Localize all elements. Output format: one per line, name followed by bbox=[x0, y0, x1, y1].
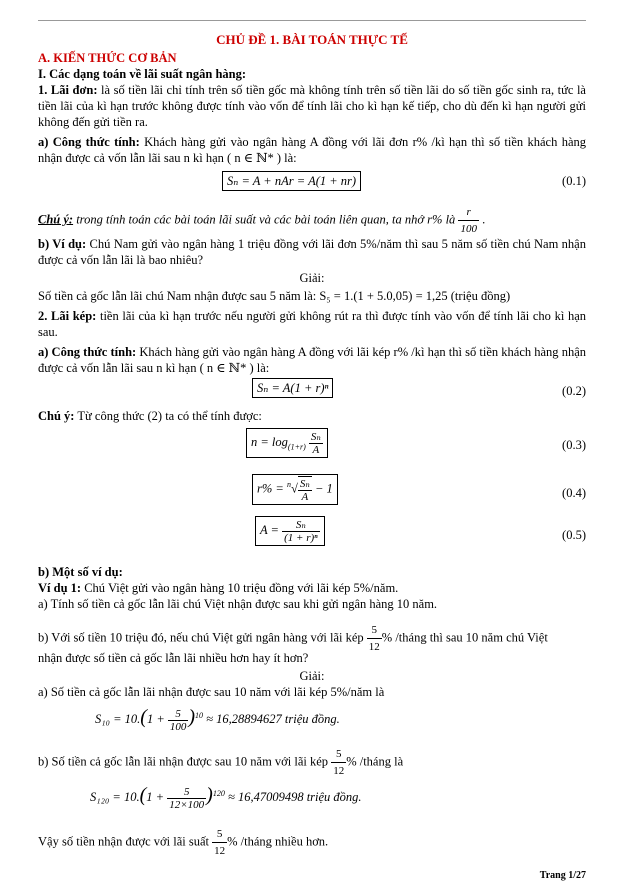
simple-formula-paragraph bbox=[38, 134, 586, 166]
solution-b-formula: S₁₂₀ = 10.(1 + $\frac{5}{12\times 100}$ )$^{120}$ ≈ 16,47009498 triệu đồng. bbox=[90, 784, 362, 811]
solution-label: Giải: bbox=[299, 271, 325, 285]
page-number: Trang 1/27 bbox=[539, 870, 586, 881]
formula-number: (0.2) bbox=[562, 384, 586, 398]
simple-interest-label: 1. Lãi đơn: bbox=[38, 83, 98, 97]
formula-label: a) Công thức tính: bbox=[38, 135, 140, 149]
solution-a: a) Số tiền cả gốc lẫn lãi nhận được sau 10 năm với lãi kép 5%/năm là bbox=[38, 685, 385, 699]
simple-interest-paragraph bbox=[38, 82, 586, 130]
formula-0-4: r% = $^n$√ $\frac{\text{Sₙ}}{A}$ − 1 bbox=[252, 474, 338, 505]
example-1-part-a: a) Tính số tiền cả gốc lẫn lãi chú Việt nhận được sau khi gửi ngân hàng 10 năm. bbox=[38, 597, 438, 611]
example-simple-answer: Số tiền cả gốc lẫn lãi chú Nam nhận được sau 5 năm là: S₅ = 1.(1 + 5.0,05) = 1,25 (triệu đồng) bbox=[38, 289, 511, 303]
top-rule bbox=[38, 20, 586, 21]
example-label: Ví dụ 1: bbox=[38, 581, 82, 595]
formula-0-5: A = $\frac{\text{Sₙ}}{\text{(1 + r)ⁿ}}$ bbox=[255, 516, 325, 546]
example-1-part-b-cont: nhận được số tiền cả gốc lẫn lãi nhiều hơn hay ít hơn? bbox=[38, 651, 309, 665]
solution-a-formula: S₁₀ = 10.(1 + $\frac{5}{100}$ )$^{10}$ ≈ 16,28894627 triệu đồng. bbox=[95, 706, 340, 733]
note-text: Từ công thức (2) ta có thể tính được: bbox=[74, 409, 262, 423]
formula-0-2: Sₙ = A(1 + r)ⁿ bbox=[252, 378, 333, 398]
page-title: CHỦ ĐỀ 1. BÀI TOÁN THỰC TẾ bbox=[216, 32, 408, 47]
formula-number: (0.1) bbox=[562, 174, 586, 188]
example-1 bbox=[38, 580, 586, 596]
section-a-heading: A. KIẾN THỨC CƠ BẢN bbox=[38, 51, 177, 65]
formula-number: (0.5) bbox=[562, 528, 586, 542]
conclusion: Vậy số tiền nhận được với lãi suất $\frac{5}{12}$ % /tháng nhiều hơn. bbox=[38, 828, 329, 857]
note-label: Chú ý: bbox=[38, 212, 74, 227]
formula-label: a) Công thức tính: bbox=[38, 345, 137, 359]
formula-0-3: $n = \log_{(1+r)}$ $\frac{\text{Sₙ}}{A}$ bbox=[246, 428, 328, 458]
note-text: trong tính toán các bài toán lãi suất và các bài toán liên quan, ta nhớ r% là bbox=[73, 212, 456, 227]
fraction-r-100: $\frac{r}{100}$ bbox=[460, 206, 477, 235]
compound-interest-paragraph bbox=[38, 308, 586, 340]
solution-label: Giải: bbox=[299, 669, 325, 683]
example-1-part-b: b) Với số tiền 10 triệu đó, nếu chú Việt gửi ngân hàng với lãi kép $\frac{5}{12}$ % /tháng thì sau 10 năm chú Việt bbox=[38, 624, 548, 653]
example-text: Chú Việt gửi vào ngân hàng 10 triệu đồng với lãi kép 5%/năm. bbox=[81, 581, 399, 595]
note-label: Chú ý: bbox=[38, 409, 75, 423]
compound-label: 2. Lãi kép: bbox=[38, 309, 97, 323]
compound-text: tiền lãi của kì hạn trước nếu người gửi không rút ra thì được tính vào vốn để tính lãi cho kì hạn sau. bbox=[38, 309, 586, 339]
formula-text: Khách hàng gửi vào ngân hàng A đồng với lãi kép r% /kì hạn thì số tiền khách hàng nhận được cả vốn lẫn lãi sau n kì hạn ( n ∈ ℕ* ) là: bbox=[38, 345, 586, 375]
formula-number: (0.4) bbox=[562, 486, 586, 500]
section-i-heading: I. Các dạng toán về lãi suất ngân hàng: bbox=[38, 67, 247, 81]
formula-0-1: Sₙ = A + nAr = A(1 + nr) bbox=[222, 171, 361, 191]
simple-interest-text: là số tiền lãi chỉ tính trên số tiền gốc mà không tính trên số tiền lãi do số tiền gốc sinh ra, tức là tiền lãi của kì hạn trước không được tính vào vốn để tính lãi cho kì hạn kế tiếp, cho dù đến kì hạn người gửi không đến gửi tiền ra. bbox=[38, 83, 586, 129]
formula-number: (0.3) bbox=[562, 438, 586, 452]
compound-formula-paragraph bbox=[38, 344, 586, 376]
example-label: b) Ví dụ: bbox=[38, 237, 87, 251]
example-simple bbox=[38, 236, 586, 268]
note-1: Chú ý: trong tính toán các bài toán lãi suất và các bài toán liên quan, ta nhớ r% là $\frac{r}{100}$ . bbox=[38, 206, 486, 235]
formula-text: Khách hàng gửi vào ngân hàng A đồng với lãi đơn r% /kì hạn thì số tiền khách hàng nhận được cả vốn lẫn lãi sau n kì hạn ( n ∈ ℕ* ) là: bbox=[38, 135, 586, 165]
note-2 bbox=[38, 408, 586, 424]
examples-heading: b) Một số ví dụ: bbox=[38, 565, 123, 579]
example-text: Chú Nam gửi vào ngân hàng 1 triệu đồng với lãi đơn 5%/năm thì sau 5 năm số tiền chú Nam nhận được cả vốn lẫn lãi là bao nhiêu? bbox=[38, 237, 586, 267]
solution-b: b) Số tiền cả gốc lẫn lãi nhận được sau 10 năm với lãi kép $\frac{5}{12}$ % /tháng là bbox=[38, 748, 404, 777]
